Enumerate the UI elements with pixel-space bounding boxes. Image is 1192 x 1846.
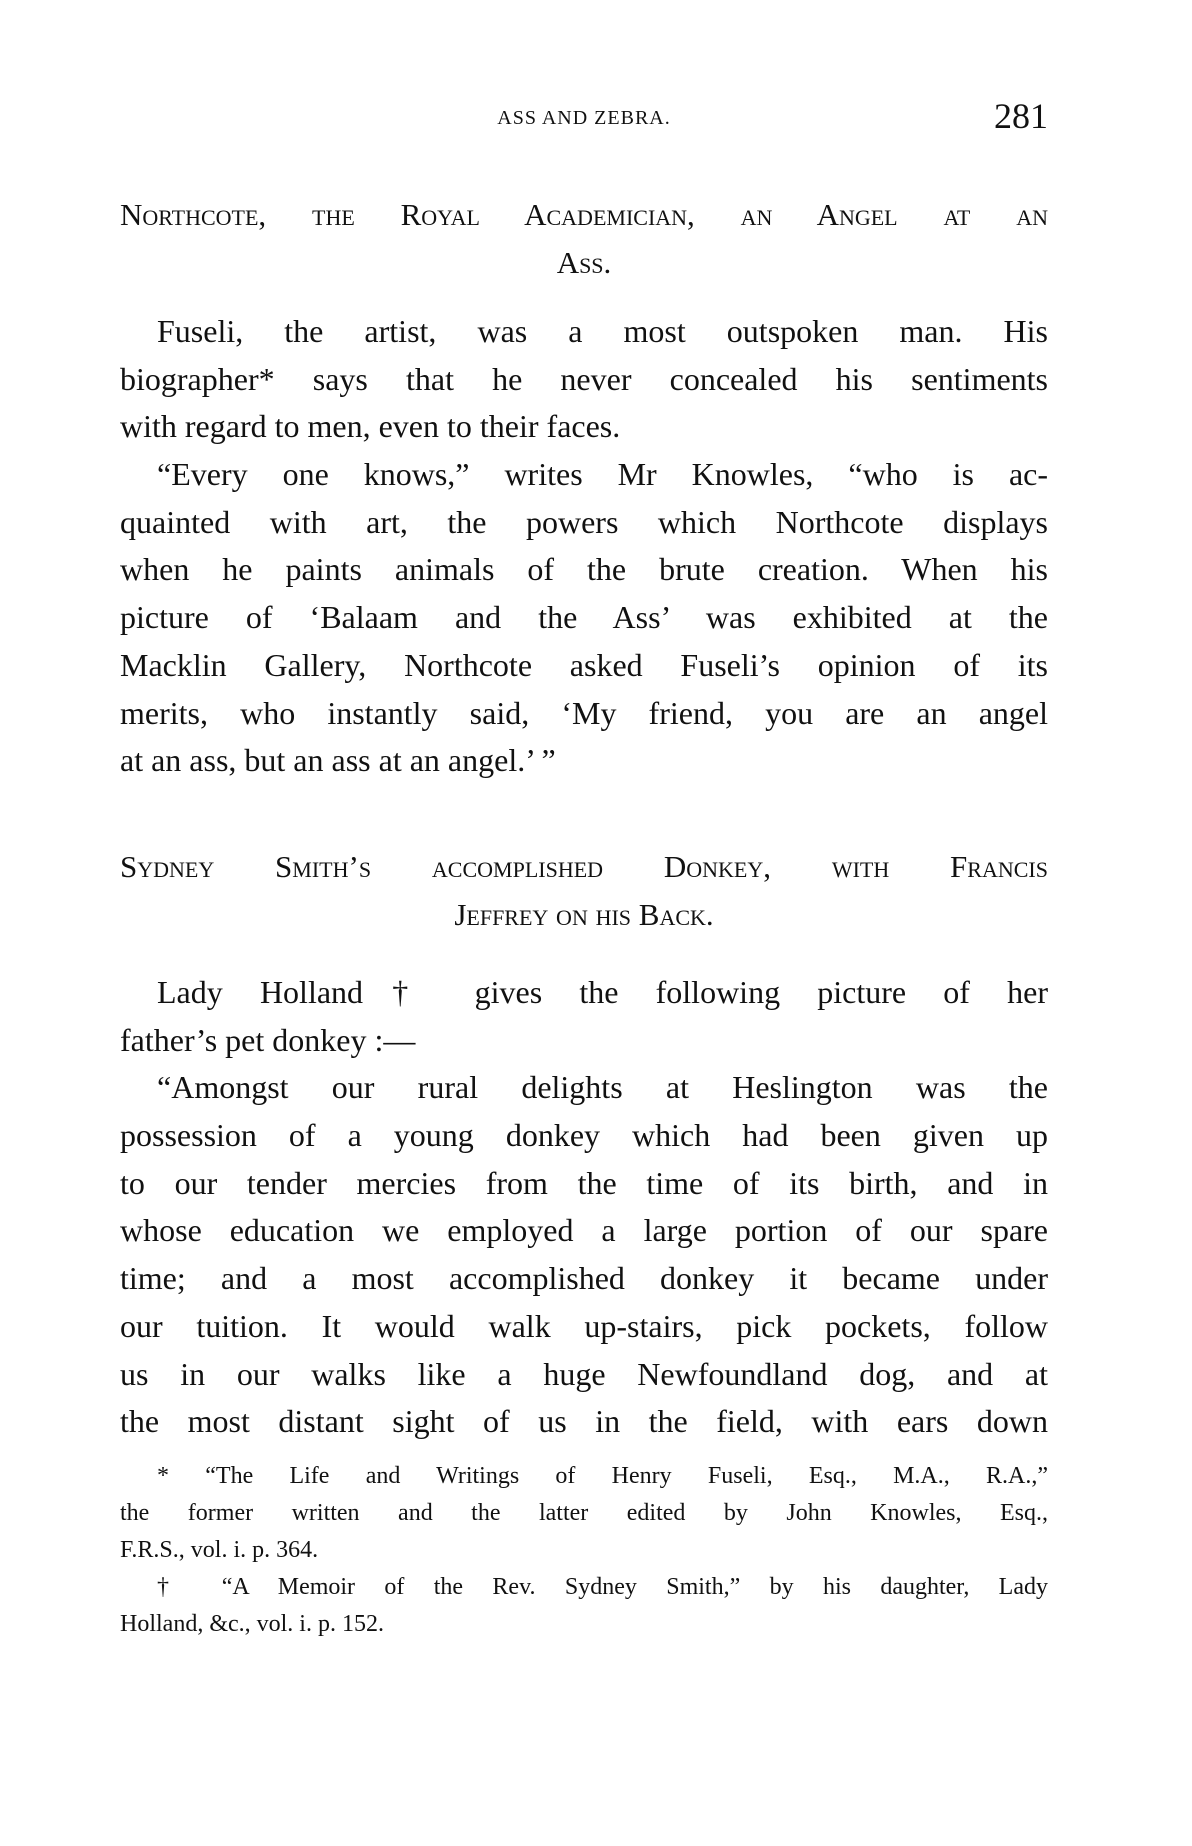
running-title: ASS AND ZEBRA. — [497, 107, 671, 129]
text-line: father’s pet donkey :— — [120, 1021, 416, 1058]
text-line: us in our walks like a huge Newfoundland dog, and at — [120, 1355, 1048, 1392]
footnotes — [120, 1458, 1048, 1643]
footnote-line: * “The Life and Writings of Henry Fuseli, Esq., M.A., R.A.,” — [157, 1463, 1048, 1489]
heading-line: Jeffrey on his Back. — [454, 896, 714, 932]
text-line: at an ass, but an ass at an angel.’ ” — [120, 742, 556, 779]
page-number: 281 — [994, 96, 1048, 136]
text-line: biographer* says that he never concealed his sentiments — [120, 360, 1048, 397]
text-line: Macklin Gallery, Northcote asked Fuseli’s opinion of its — [120, 646, 1048, 683]
section-heading-northcote — [120, 191, 1048, 286]
footnote-line: the former written and the latter edited by John Knowles, Esq., — [120, 1500, 1048, 1526]
text-line: whose education we employed a large portion of our spare — [120, 1212, 1048, 1249]
text-line: possession of a young donkey which had been given up — [120, 1117, 1048, 1154]
page-header — [120, 96, 1048, 140]
footnote-line: Holland, &c., vol. i. p. 152. — [120, 1611, 384, 1637]
text-line: time; and a most accomplished donkey it became under — [120, 1260, 1048, 1297]
text-line: when he paints animals of the brute creation. When his — [120, 551, 1048, 588]
text-line: with regard to men, even to their faces. — [120, 408, 621, 445]
text-line: the most distant sight of us in the field, with ears down — [120, 1403, 1048, 1440]
text-line: picture of ‘Balaam and the Ass’ was exhibited at the — [120, 599, 1048, 636]
text-line: “Every one knows,” writes Mr Knowles, “who is ac- — [157, 456, 1048, 493]
footnote-line: F.R.S., vol. i. p. 364. — [120, 1537, 319, 1563]
section-body-sydney-smith — [120, 969, 1048, 1446]
text-line: our tuition. It would walk up-stairs, pick pockets, follow — [120, 1307, 1048, 1344]
section-heading-sydney-smith — [120, 843, 1048, 938]
heading-line: Northcote, the Royal Academician, an Angel at an — [120, 197, 1048, 232]
text-line: merits, who instantly said, ‘My friend, you are an angel — [120, 694, 1048, 731]
text-line: quainted with art, the powers which Northcote displays — [120, 503, 1048, 540]
text-line: “Amongst our rural delights at Heslington was the — [157, 1069, 1048, 1106]
heading-line: Ass. — [556, 244, 612, 280]
heading-line: Sydney Smith’s accomplished Donkey, with Francis — [120, 849, 1048, 884]
section-body-northcote — [120, 308, 1048, 785]
text-line: Lady Holland† gives the following picture of her — [157, 974, 1048, 1010]
text-line: Fuseli, the artist, was a most outspoken man. His — [157, 313, 1048, 349]
text-line: to our tender mercies from the time of its birth, and in — [120, 1164, 1048, 1201]
footnote-line: † “A Memoir of the Rev. Sydney Smith,” by his daughter, Lady — [157, 1574, 1048, 1600]
